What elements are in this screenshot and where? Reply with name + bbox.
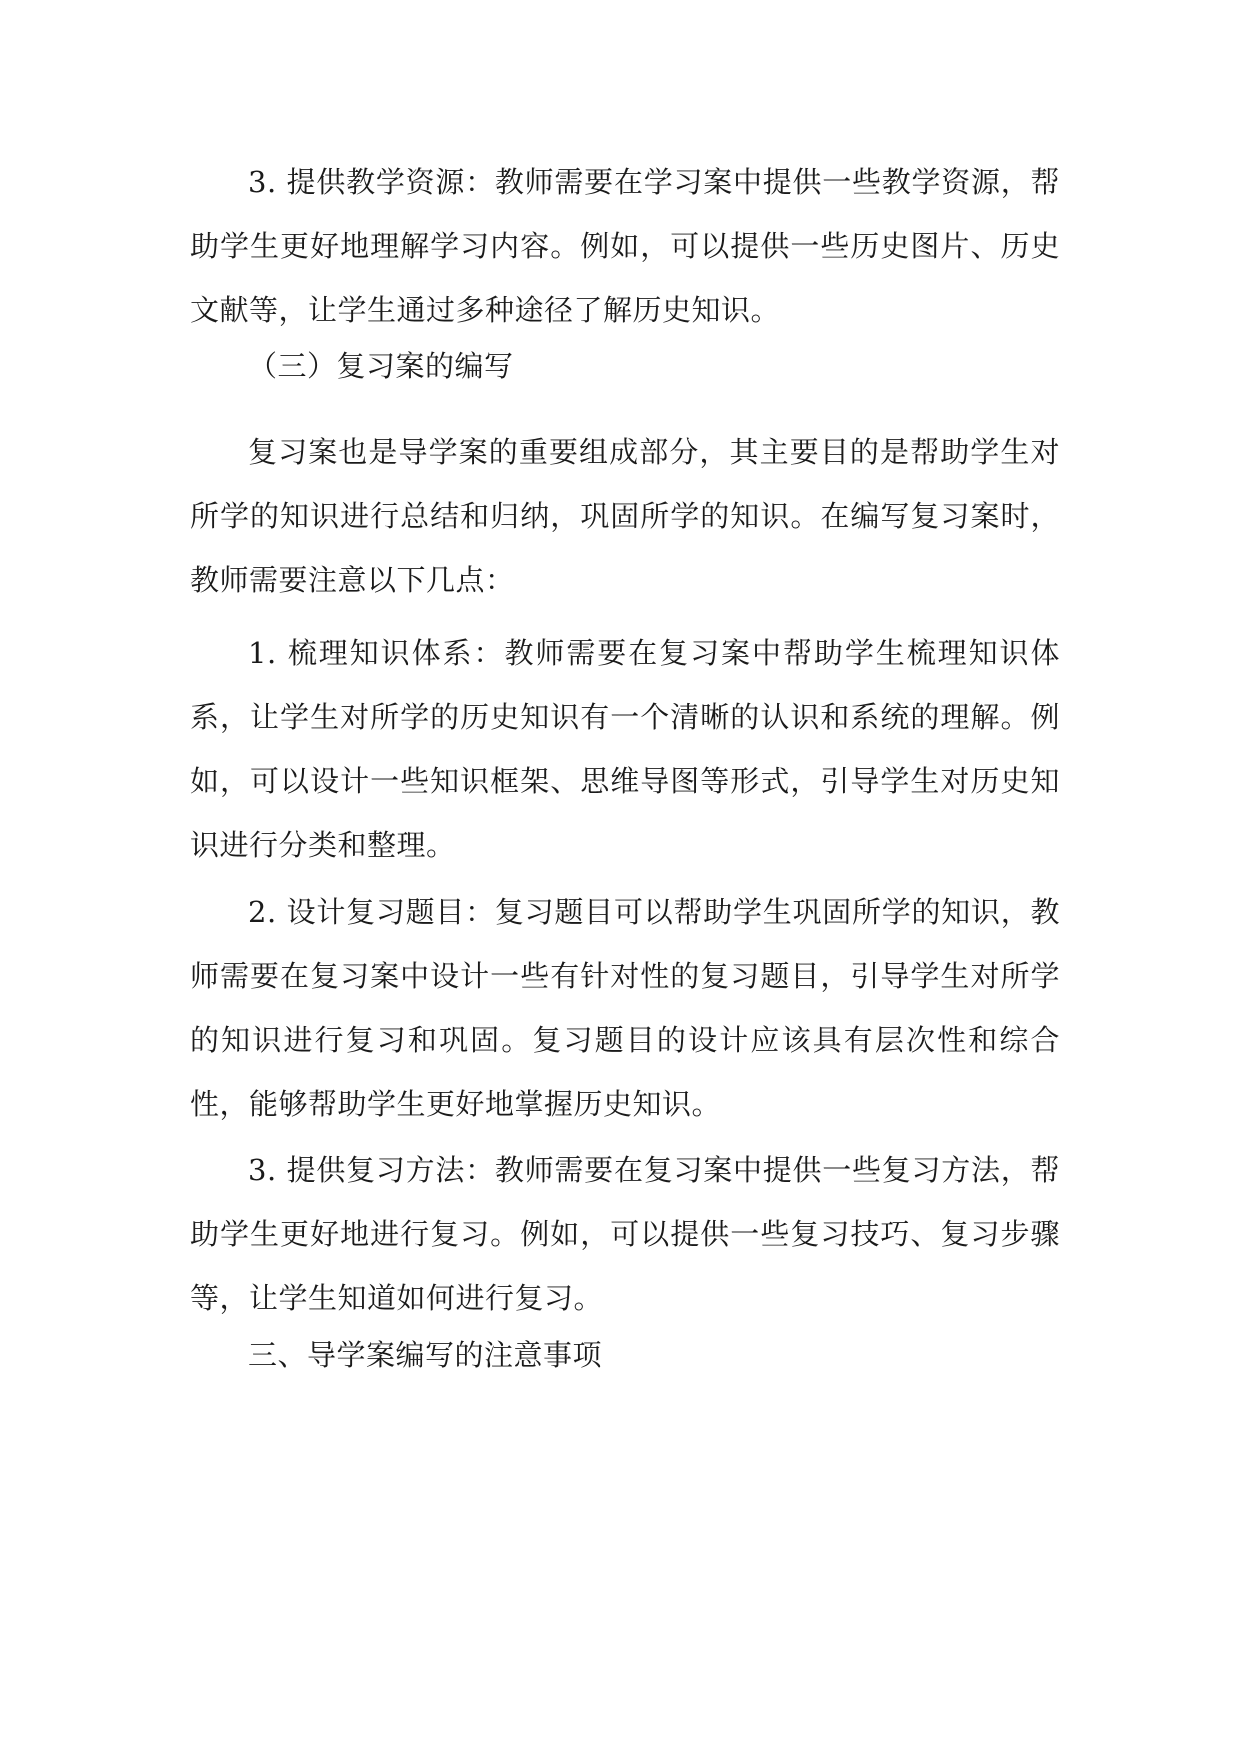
paragraph-provide-review-methods: 3. 提供复习方法：教师需要在复习案中提供一些复习方法，帮助学生更好地进行复习。例如，可以提供一些复习技巧、复习步骤等，让学生知道如何进行复习。 (190, 1153, 1060, 1315)
paragraph-organize-knowledge: 1. 梳理知识体系：教师需要在复习案中帮助学生梳理知识体系，让学生对所学的历史知识有一个清晰的认识和系统的理解。例如，可以设计一些知识框架、思维导图等形式，引导学生对历史知识进行分类和整理。 (190, 636, 1060, 862)
paragraph-provide-teaching-resources: 3. 提供教学资源：教师需要在学习案中提供一些教学资源，帮助学生更好地理解学习内容。例如，可以提供一些历史图片、历史文献等，让学生通过多种途径了解历史知识。 (190, 165, 1060, 327)
section-heading-notes: 三、导学案编写的注意事项 (248, 1338, 603, 1372)
paragraph-design-review-questions: 2. 设计复习题目：复习题目可以帮助学生巩固所学的知识，教师需要在复习案中设计一些有针对性的复习题目，引导学生对所学的知识进行复习和巩固。复习题目的设计应该具有层次性和综合性，能够帮助学生更好地掌握历史知识。 (190, 895, 1060, 1121)
subheading-review-plan: （三）复习案的编写 (248, 349, 514, 383)
paragraph-review-plan-intro: 复习案也是导学案的重要组成部分，其主要目的是帮助学生对所学的知识进行总结和归纳，巩固所学的知识。在编写复习案时，教师需要注意以下几点： (190, 435, 1060, 597)
